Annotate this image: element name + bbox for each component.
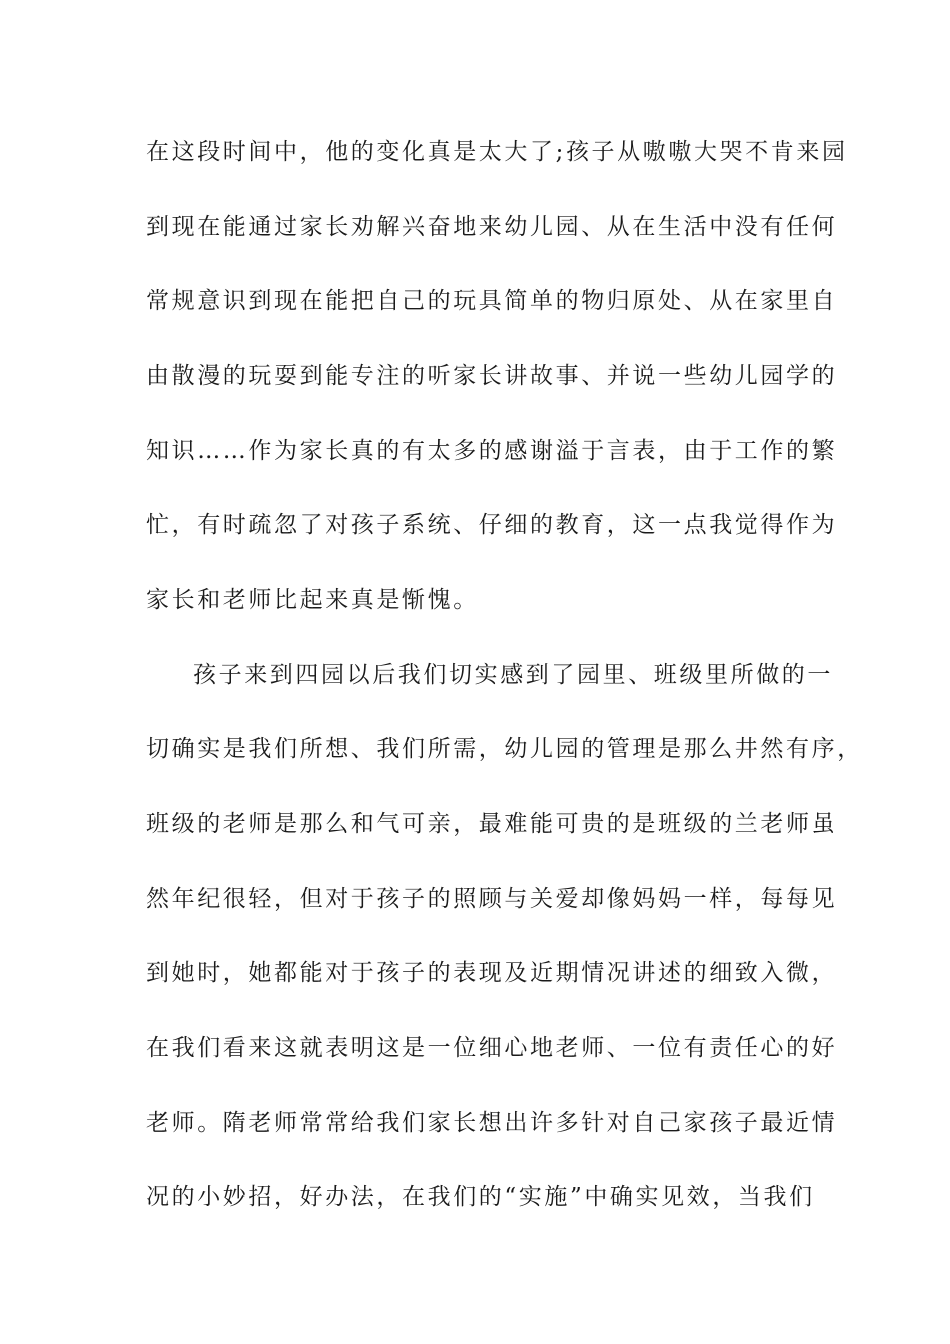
text-line-9: 切确实是我们所想、我们所需，幼儿园的管理是那么井然有序， <box>146 736 863 762</box>
text-line-4: 由散漫的玩耍到能专注的听家长讲故事、并说一些幼儿园学的 <box>146 363 838 389</box>
text-line-1: 在这段时间中，他的变化真是太大了;孩子从嗷嗷大哭不肯来园 <box>146 139 848 165</box>
text-line-7: 家长和老师比起来真是惭愧。 <box>146 587 479 613</box>
text-line-3: 常规意识到现在能把自己的玩具简单的物归原处、从在家里自 <box>146 288 838 314</box>
paragraph-start-line: 孩子来到四园以后我们切实感到了园里、班级里所做的一 <box>193 662 833 688</box>
text-line-12: 到她时，她都能对于孩子的表现及近期情况讲述的细致入微， <box>146 960 838 986</box>
text-line-10: 班级的老师是那么和气可亲，最难能可贵的是班级的兰老师虽 <box>146 811 838 837</box>
text-line-13: 在我们看来这就表明这是一位细心地老师、一位有责任心的好 <box>146 1035 838 1061</box>
text-line-5: 知识……作为家长真的有太多的感谢溢于言表，由于工作的繁 <box>146 438 838 464</box>
text-line-14: 老师。隋老师常常给我们家长想出许多针对自己家孩子最近情 <box>146 1110 838 1136</box>
text-line-6: 忙，有时疏忽了对孩子系统、仔细的教育，这一点我觉得作为 <box>146 512 838 538</box>
text-line-15: 况的小妙招，好办法，在我们的“实施”中确实见效，当我们 <box>146 1184 815 1210</box>
text-line-2: 到现在能通过家长劝解兴奋地来幼儿园、从在生活中没有任何 <box>146 214 838 240</box>
text-line-11: 然年纪很轻，但对于孩子的照顾与关爱却像妈妈一样，每每见 <box>146 886 838 912</box>
